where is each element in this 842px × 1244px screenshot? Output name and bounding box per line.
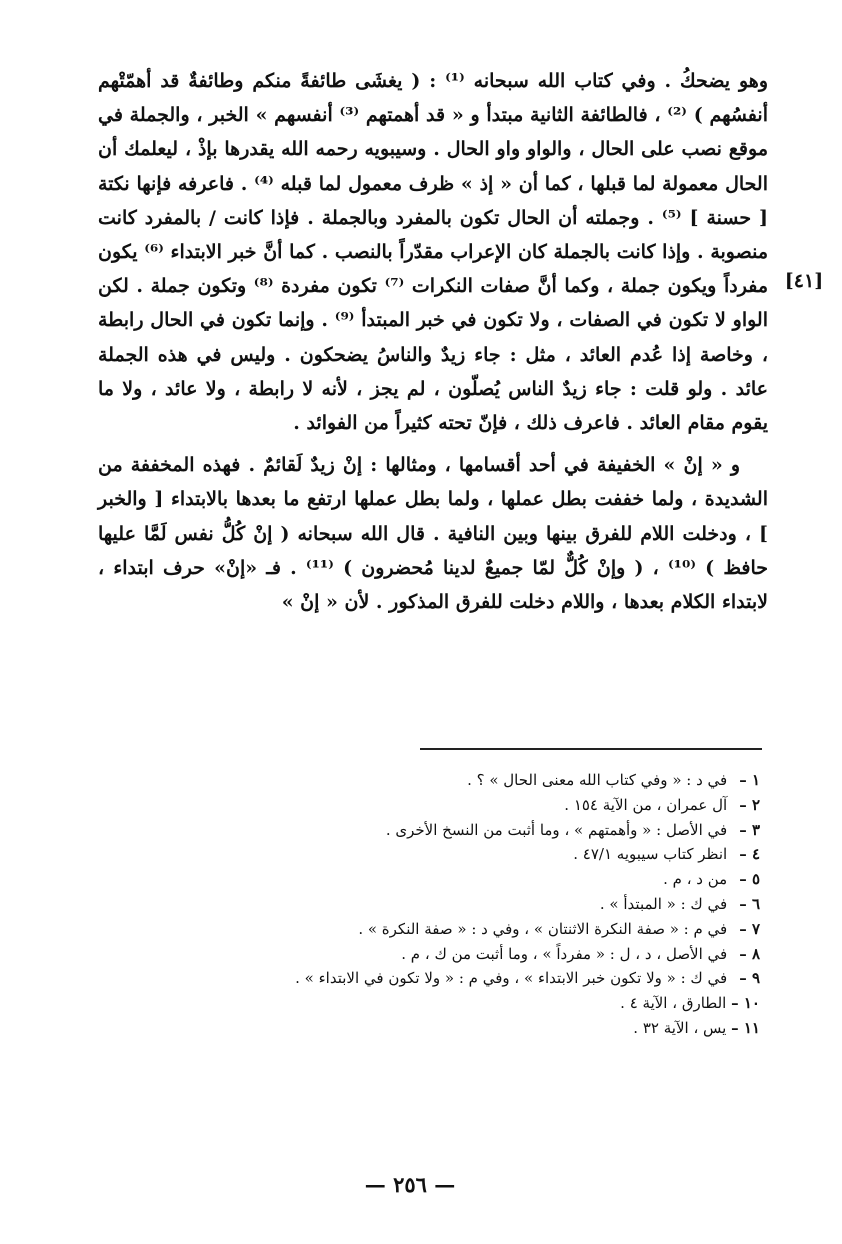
text-line: العائد . فاعرف ذلك ، فإنّ تحته كثيراً من الفوائد . [293, 412, 681, 435]
footnote-text: الطارق ، الآية ٤ . [620, 994, 727, 1013]
footnote-item [160, 892, 760, 917]
footnote-text: آل عمران ، من الآية ١٥٤ . [564, 795, 728, 814]
footnote-text: في ك : « المبتدأ » . [599, 894, 728, 913]
footnote-number: ١ – [739, 771, 760, 789]
margin-page-reference: [٤١] [784, 270, 824, 292]
footnote-item [160, 768, 760, 793]
text-line: و « إنْ » الخفيفة في أحد أقسامها ، ومثالها : إنْ زيدٌ لَقائمٌ . فهذه المخففة [130, 454, 740, 477]
footnote-number: ٦ – [739, 894, 760, 913]
text-line: ليعلمك أن الحال معمولة لما قبلها ، كما أن « إذ » ظرف معمول لما قبله ⁽⁴⁾ . [98, 138, 768, 195]
footnote-number: ٤ – [739, 845, 760, 864]
text-line: في خبر المبتدأ ⁽⁹⁾ . وإنما تكون في الحال رابطة ، وخاصة إذا عُدم العائد ، [98, 309, 768, 366]
page-number: — ٢٥٦ — [364, 1172, 456, 1197]
footnote-number: ٨ – [739, 944, 760, 963]
footnote-text: في د : « وفي كتاب الله معنى الحال » ؟ . [467, 771, 728, 789]
paragraph-2 [98, 448, 768, 619]
text-line: تكون مفردة ⁽⁸⁾ وتكون جملة . لكن الواو لا تكون في الصفات ، ولا تكون [98, 275, 768, 332]
text-line: كما أنَّ خبر الابتداء ⁽⁶⁾ يكون مفرداً ويكون جملة ، وكما أنَّ صفات النكرات ⁽⁷⁾ [98, 241, 768, 298]
text-line: مثل : جاء زيدٌ والناسُ يضحكون . وليس في هذه الجملة عائد . ولو قلت : [98, 343, 768, 400]
footnote-text: من د ، م . [663, 870, 728, 889]
text-line: فاعرفه فإنها نكتة [ حسنة ] ⁽⁵⁾ . وجملته أن الحال تكون بالمفرد وبالجملة . فإذا [98, 172, 768, 229]
text-line: كانت / بالمفرد كانت منصوبة . وإذا كانت بالجملة كان الإعراب مقدّراً بالنصب . [98, 206, 769, 264]
text-line: جاء زيدٌ الناس يُصلّون ، لم يجز ، لأنه لا رابطة ، ولا عائد ، ولا ما يقوم مقام [98, 377, 768, 435]
footnote-text: في م : « صفة النكرة الاثنتان » ، وفي د : « صفة النكرة » . [358, 919, 728, 938]
footnote-number: ٧ – [739, 919, 760, 938]
main-text [98, 64, 768, 619]
text-line: [ والخبر ] ، ودخلت اللام للفرق بينها وبين النافية . قال الله سبحانه ( إنْ كُلُّ [98, 488, 768, 545]
text-line: من الشديدة ، ولما خففت بطل عملها ، ولما بطل عملها ارتفع ما بعدها بالابتداء [98, 454, 768, 511]
footnote-item [160, 942, 760, 967]
footnote-text: يس ، الآية ٣٢ . [633, 1018, 727, 1037]
footnote-text: في الأصل ، د ، ل : « مفرداً » ، وما أثبت من ك ، م . [401, 944, 728, 963]
footnote-number: ٥ – [739, 870, 760, 889]
footnote-item [160, 842, 760, 867]
footnote-text: في ك : « ولا تكون خبر الابتداء » ، وفي م : « ولا تكون في الابتداء » . [295, 969, 728, 988]
text-line: نفس لَمَّا عليها حافظ ) ⁽¹⁰⁾ ، ( وإنْ كُلٌّ لمّا جميعٌ لدينا مُحضرون ) ⁽¹¹⁾ . فـ «إنْ» [98, 522, 769, 579]
footnote-item [160, 991, 760, 1016]
text-line: في موقع نصب على الحال ، والواو واو الحال . وسيبويه رحمه الله يقدرها بإذْ ، [98, 104, 768, 161]
footnote-text: انظر كتاب سيبويه ٤٧/١ . [573, 845, 728, 864]
footnote-item [160, 917, 760, 942]
text-line: حرف ابتداء ، لابتداء الكلام بعدها ، واللام دخلت للفرق المذكور . لأن « إنْ » [98, 556, 768, 614]
footnote-number: ١١ – [731, 1018, 760, 1037]
footnotes [160, 768, 760, 1041]
footnote-number: ١٠ – [731, 994, 760, 1013]
text-line: وهو يضحكُ . وفي كتاب الله سبحانه ⁽¹⁾ : ( يغشَى طائفةً منكم وطائفةٌ قد أهمّتْهم [98, 70, 768, 92]
footnote-number: ٣ – [739, 820, 760, 839]
paragraph-1 [98, 64, 768, 440]
footnote-item [160, 1016, 760, 1041]
text-line: أنفسُهم ) ⁽²⁾ ، فالطائفة الثانية مبتدأ و « قد أهمتهم ⁽³⁾ أنفسهم » الخبر ، والجملة [129, 104, 768, 127]
footnote-text: في الأصل : « وأهمتهم » ، وما أثبت من النسخ الأخرى . [385, 820, 728, 839]
footnote-number: ٩ – [739, 969, 760, 988]
footnote-list [160, 768, 760, 1041]
footnote-item [160, 818, 760, 843]
footnote-item [160, 966, 760, 991]
footnote-separator [420, 748, 762, 750]
footnote-number: ٢ – [739, 795, 760, 814]
footnote-item [160, 793, 760, 818]
footnote-item [160, 867, 760, 892]
